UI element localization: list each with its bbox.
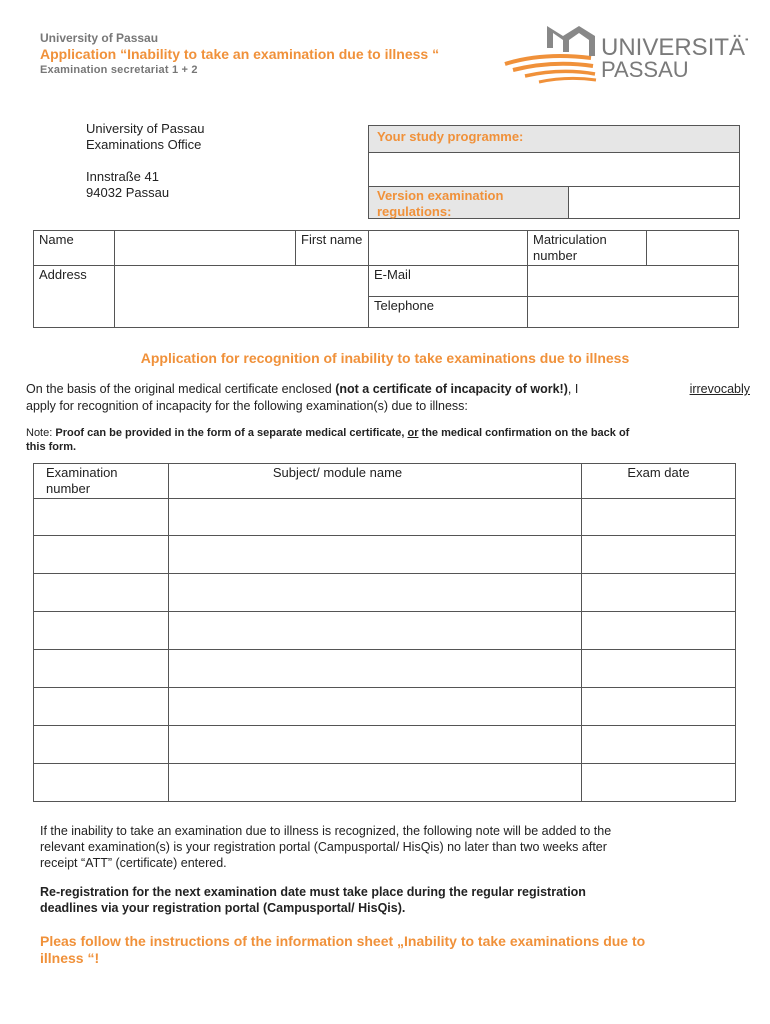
email-field[interactable] bbox=[528, 266, 739, 297]
address-field[interactable] bbox=[115, 266, 369, 328]
name-field[interactable] bbox=[115, 231, 296, 266]
exam-number-field[interactable] bbox=[34, 574, 169, 612]
subject-field[interactable] bbox=[169, 499, 582, 536]
exam-date-field[interactable] bbox=[582, 726, 736, 764]
section-heading: Application for recognition of inability to take examinations due to illness bbox=[140, 350, 630, 366]
svg-text:PASSAU: PASSAU bbox=[601, 57, 689, 82]
subject-field[interactable] bbox=[169, 688, 582, 726]
personal-data-table bbox=[33, 230, 739, 328]
table-row bbox=[34, 764, 736, 802]
exam-date-field[interactable] bbox=[582, 499, 736, 536]
recognition-note: If the inability to take an examination due to illness is recognized, the following note will be added to the relevant examination(s) is your registration portal (Campusportal/ HisQis) no later than two weeks after receipt “ATT” (certificate) entered. bbox=[40, 824, 612, 870]
address-line: Examinations Office bbox=[86, 137, 202, 152]
col-subject-header: Subject/ module name bbox=[272, 465, 403, 480]
regulations-label: Version examination regulations: bbox=[377, 188, 504, 219]
exam-number-field[interactable] bbox=[34, 650, 169, 688]
col-exam-number-header: Examination number bbox=[46, 465, 118, 496]
header-university: University of Passau bbox=[40, 31, 159, 45]
address-line: University of Passau bbox=[86, 121, 205, 136]
header-subtitle: Examination secretariat 1 + 2 bbox=[40, 64, 198, 76]
name-label: Name bbox=[39, 232, 74, 247]
table-row bbox=[34, 726, 736, 764]
study-programme-label: Your study programme: bbox=[377, 129, 524, 144]
exam-date-field[interactable] bbox=[582, 536, 736, 574]
study-programme-field[interactable] bbox=[368, 152, 740, 187]
subject-field[interactable] bbox=[169, 650, 582, 688]
address-line: 94032 Passau bbox=[86, 185, 170, 200]
subject-field[interactable] bbox=[169, 726, 582, 764]
subject-field[interactable] bbox=[169, 764, 582, 802]
exam-number-field[interactable] bbox=[34, 688, 169, 726]
university-logo bbox=[503, 22, 748, 86]
study-programme-label-cell bbox=[368, 125, 740, 153]
exam-table bbox=[33, 463, 736, 802]
office-address bbox=[86, 121, 205, 201]
first-name-field[interactable] bbox=[369, 231, 528, 266]
table-row bbox=[34, 688, 736, 726]
table-row bbox=[34, 612, 736, 650]
table-row bbox=[34, 650, 736, 688]
subject-field[interactable] bbox=[169, 536, 582, 574]
matriculation-label: Matriculation number bbox=[533, 232, 607, 263]
exam-date-field[interactable] bbox=[582, 688, 736, 726]
info-sheet-note: Pleas follow the instructions of the information sheet „Inability to take examinations due to illness “! bbox=[40, 933, 646, 966]
first-name-label: First name bbox=[301, 232, 363, 247]
regulations-label-cell bbox=[368, 186, 569, 219]
exam-number-field[interactable] bbox=[34, 536, 169, 574]
note-paragraph: Note: Proof can be provided in the form of a separate medical certificate, or the medical confirmation on the back of this form. bbox=[26, 427, 630, 453]
telephone-label: Telephone bbox=[374, 298, 434, 313]
exam-number-field[interactable] bbox=[34, 726, 169, 764]
telephone-field[interactable] bbox=[528, 297, 739, 328]
exam-number-field[interactable] bbox=[34, 499, 169, 536]
logo-icon bbox=[503, 22, 748, 86]
intro-paragraph: On the basis of the original medical certificate enclosed (not a certificate of incapacity of work!), I irrevocably apply for recognition of incapacity for the following examination(s) due to illness: bbox=[26, 382, 750, 413]
address-line: Innstraße 41 bbox=[86, 169, 159, 184]
table-row bbox=[34, 574, 736, 612]
svg-text:UNIVERSITÄT: UNIVERSITÄT bbox=[601, 34, 748, 61]
regulations-field[interactable] bbox=[568, 186, 740, 219]
address-label: Address bbox=[39, 267, 87, 282]
exam-number-field[interactable] bbox=[34, 612, 169, 650]
exam-date-field[interactable] bbox=[582, 612, 736, 650]
exam-date-field[interactable] bbox=[582, 650, 736, 688]
subject-field[interactable] bbox=[169, 574, 582, 612]
document-title: Application “Inability to take an examination due to illness “ bbox=[40, 46, 440, 62]
exam-date-field[interactable] bbox=[582, 574, 736, 612]
col-exam-date-header: Exam date bbox=[627, 465, 690, 480]
reregistration-note: Re-registration for the next examination date must take place during the regular registration deadlines via your registration portal (Campusportal/ HisQis). bbox=[40, 885, 586, 915]
table-row bbox=[34, 536, 736, 574]
email-label: E-Mail bbox=[374, 267, 411, 282]
table-row bbox=[34, 499, 736, 536]
exam-number-field[interactable] bbox=[34, 764, 169, 802]
subject-field[interactable] bbox=[169, 612, 582, 650]
exam-date-field[interactable] bbox=[582, 764, 736, 802]
matriculation-field[interactable] bbox=[647, 231, 739, 266]
